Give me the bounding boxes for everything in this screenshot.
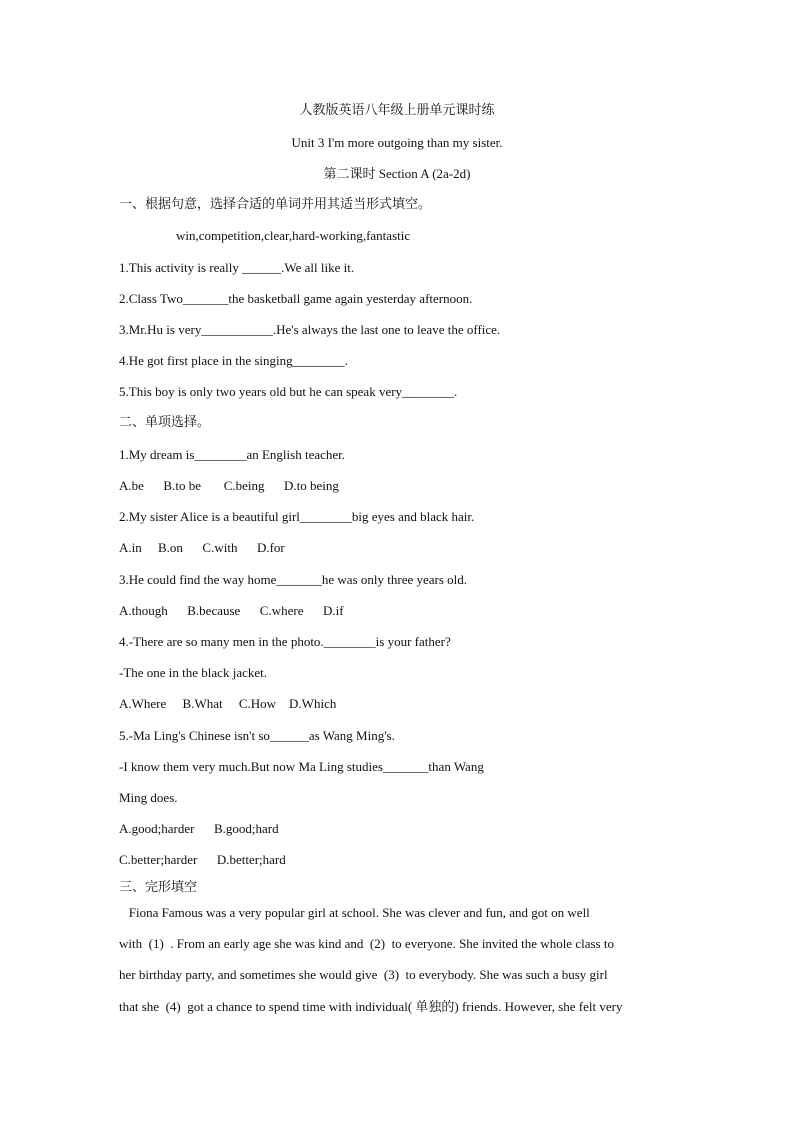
lesson-title: 第二课时 Section A (2a-2d) xyxy=(323,166,471,181)
answer-options: A.Where B.What C.How D.Which xyxy=(119,696,337,711)
question-stem: 1.My dream is________an English teacher. xyxy=(119,447,346,462)
answer-options: A.be B.to be C.being D.to being xyxy=(119,478,339,493)
word-bank: win,competition,clear,hard-working,fantastic xyxy=(176,228,411,243)
answer-options: A.good;harder B.good;hard xyxy=(119,821,279,836)
question-stem: 5.-Ma Ling's Chinese isn't so______as Wang Ming's. xyxy=(119,728,395,743)
question-stem: -I know them very much.But now Ma Ling studies_______than Wang xyxy=(119,759,484,774)
fill-blank-item: 4.He got first place in the singing________. xyxy=(119,353,348,368)
section-3-heading: 三、完形填空 xyxy=(119,880,198,895)
section-1-heading: 一、根据句意，选择合适的单词并用其适当形式填空。 xyxy=(119,197,432,212)
question-stem: 4.-There are so many men in the photo.________is your father? xyxy=(119,634,451,649)
fill-blank-item: 2.Class Two_______the basketball game again yesterday afternoon. xyxy=(119,291,473,306)
answer-options: C.better;harder D.better;hard xyxy=(119,852,286,867)
question-stem: -The one in the black jacket. xyxy=(119,665,267,680)
passage-line: with (1) . From an early age she was kind and (2) to everyone. She invited the whole class to xyxy=(119,936,614,951)
passage-line: Fiona Famous was a very popular girl at school. She was clever and fun, and got on well xyxy=(119,905,590,920)
answer-options: A.though B.because C.where D.if xyxy=(119,603,344,618)
question-stem: Ming does. xyxy=(119,790,178,805)
question-stem: 3.He could find the way home_______he was only three years old. xyxy=(119,572,468,587)
unit-title: Unit 3 I'm more outgoing than my sister. xyxy=(291,135,503,150)
fill-blank-item: 1.This activity is really ______.We all like it. xyxy=(119,260,355,275)
passage-line: her birthday party, and sometimes she would give (3) to everybody. She was such a busy girl xyxy=(119,967,608,982)
answer-options: A.in B.on C.with D.for xyxy=(119,540,285,555)
fill-blank-item: 3.Mr.Hu is very___________.He's always the last one to leave the office. xyxy=(119,322,501,337)
question-stem: 2.My sister Alice is a beautiful girl________big eyes and black hair. xyxy=(119,509,475,524)
section-2-heading: 二、单项选择。 xyxy=(119,415,211,430)
page-title: 人教版英语八年级上册单元课时练 xyxy=(299,103,495,118)
fill-blank-item: 5.This boy is only two years old but he can speak very________. xyxy=(119,384,458,399)
passage-line: that she (4) got a chance to spend time with individual( 单独的) friends. However, she felt very xyxy=(119,999,623,1014)
